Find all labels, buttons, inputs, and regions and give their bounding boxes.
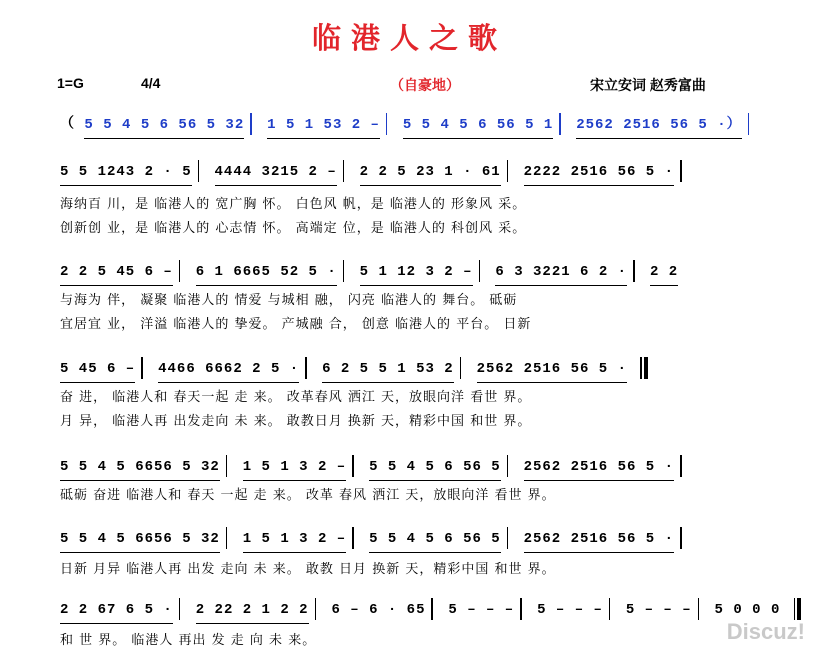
measure: 2 2 67 6 5 ·: [60, 600, 173, 624]
bar-line: [609, 598, 611, 620]
lyric-line: 和 世 界。 临港人 再出 发 走 向 未 来。: [60, 633, 317, 648]
measure: 5 45 6 –: [60, 359, 135, 383]
intro-line: [60, 113, 755, 133]
bar-line: [633, 260, 635, 282]
bar-line: [315, 598, 317, 620]
forum-watermark: Discuz!: [726, 619, 805, 644]
measure: 5 5 4 5 6656 5 32: [60, 457, 220, 481]
lyric-verse-2: 创新创 业，是 临港人的 心志情 怀。 高端定 位，是 临港人的 科创风 采。: [60, 221, 527, 236]
bar-line: [680, 527, 682, 549]
measure: 4444 3215 2 –: [215, 162, 337, 186]
bar-line: [343, 260, 345, 282]
lyric-verse-1: 奋 进， 临港人和 春天一起 走 来。 改革春风 洒江 天，放眼向洋 看世 界。: [60, 390, 532, 405]
bar-line: [386, 113, 388, 135]
time-signature: 4/4: [141, 75, 161, 91]
intro-measure: 1 5 1 53 2 –: [267, 115, 380, 139]
bar-line: [460, 357, 462, 379]
measure: 6 3 3221 6 2 ·: [495, 262, 627, 286]
lyric-verse-1: 海纳百 川，是 临港人的 宽广胸 怀。 白色风 帆，是 临港人的 形象风 采。: [60, 197, 527, 212]
bar-line: [198, 160, 200, 182]
bar-line: [680, 160, 682, 182]
measure: 4466 6662 2 5 ·: [158, 359, 299, 383]
measure: 2562 2516 56 5 ·: [477, 359, 627, 383]
measure: 2 2 5 45 6 –: [60, 262, 173, 286]
measure: 5 5 4 5 6 56 5: [369, 529, 501, 553]
notation-line-1: [60, 160, 688, 180]
notation-line-2: [60, 260, 678, 280]
intro-measure: 2562 2516 56 5 ·）: [576, 115, 741, 139]
bar-line: [250, 113, 252, 135]
intro-measure: 5 5 4 5 6 56 5 1: [403, 115, 553, 139]
notation-line-6: [60, 598, 801, 618]
measure: 5 0 0 0: [714, 601, 781, 618]
song-title: 临港人之歌: [311, 21, 507, 55]
measure: 5 5 1243 2 · 5: [60, 162, 192, 186]
bar-line: [559, 113, 561, 135]
measure: 2222 2516 56 5 ·: [524, 162, 674, 186]
credits: 宋立安词 赵秀富曲: [590, 77, 706, 93]
bar-line: [226, 455, 228, 477]
bar-line: [141, 357, 143, 379]
measure: 5 5 4 5 6656 5 32: [60, 529, 220, 553]
bar-line: [748, 113, 750, 135]
lyric-verse-2: 月 异， 临港人再 出发走向 未 来。 敢教日月 换新 天，精彩中国 和世 界。: [60, 414, 532, 429]
bar-line: [431, 598, 433, 620]
measure: 5 – – –: [625, 601, 692, 618]
bar-line: [352, 455, 354, 477]
bar-line: [226, 527, 228, 549]
measure: 2 2: [650, 262, 678, 286]
intro-open-paren: （: [60, 116, 75, 133]
tempo-marking: （自豪地）: [390, 77, 460, 93]
measure: 5 – – –: [448, 601, 515, 618]
intro-measure: 5 5 4 5 6 56 5 32: [84, 115, 244, 139]
notation-line-5: [60, 527, 688, 547]
bar-line: [343, 160, 345, 182]
bar-line: [507, 455, 509, 477]
bar-line: [305, 357, 307, 379]
measure: 5 5 4 5 6 56 5: [369, 457, 501, 481]
lyric-verse-2: 宜居宜 业， 洋溢 临港人的 挚爱。 产城融 合， 创意 临港人的 平台。 日新: [60, 317, 532, 332]
notation-line-3: [60, 357, 648, 377]
measure: 6 – 6 · 65: [331, 601, 426, 618]
bar-line: [179, 260, 181, 282]
lyric-line: 砥砺 奋进 临港人和 春天 一起 走 来。 改革 春风 洒江 天，放眼向洋 看世 界。: [60, 488, 556, 503]
notation-line-4: [60, 455, 688, 475]
bar-line: [520, 598, 522, 620]
lyric-line: 日新 月异 临港人再 出发 走向 未 来。 敢教 日月 换新 天，精彩中国 和世 界。: [60, 562, 556, 577]
bar-line: [479, 260, 481, 282]
lyric-verse-1: 与海为 伴， 凝聚 临港人的 情爱 与城相 融， 闪亮 临港人的 舞台。 砥砺: [60, 293, 518, 308]
key-signature: 1=G: [57, 75, 84, 91]
bar-line: [507, 527, 509, 549]
bar-line: [680, 455, 682, 477]
measure: 1 5 1 3 2 –: [243, 457, 346, 481]
measure: 2562 2516 56 5 ·: [524, 457, 674, 481]
measure: 1 5 1 3 2 –: [243, 529, 346, 553]
bar-line: [352, 527, 354, 549]
measure: 6 2 5 5 1 53 2: [322, 359, 454, 383]
bar-line: [507, 160, 509, 182]
measure: 2562 2516 56 5 ·: [524, 529, 674, 553]
bar-line: [179, 598, 181, 620]
repeat-end-bar: [640, 357, 648, 379]
measure: 6 1 6665 52 5 ·: [196, 262, 337, 286]
final-bar: [794, 598, 802, 620]
bar-line: [698, 598, 700, 620]
measure: 2 2 5 23 1 · 61: [360, 162, 501, 186]
measure: 2 22 2 1 2 2: [196, 600, 309, 624]
measure: 5 – – –: [537, 601, 603, 618]
measure: 5 1 12 3 2 –: [360, 262, 473, 286]
